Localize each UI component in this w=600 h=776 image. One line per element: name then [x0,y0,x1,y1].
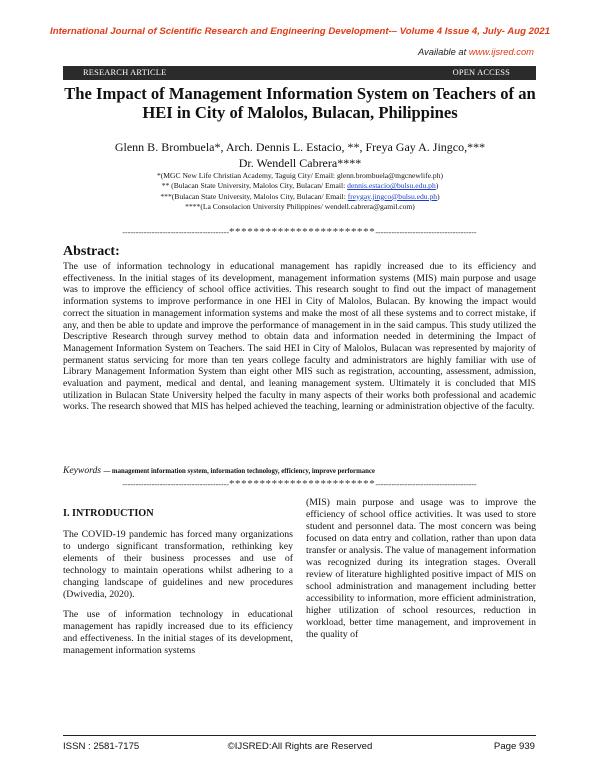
availability-line [418,46,534,57]
affiliation-3: ***(Bulacan State University, Malolos City, Bulacan/ Email: freygay.jingco@bulsu.edu.ph) [160,191,440,201]
right-column [306,497,536,649]
intro-paragraph-1: The COVID-19 pandemic has forced many organizations to undergo significant transformation, rethinking key elements of their business processes and use of technology to maintain operations whilst adhering to a changing landscape of guidelines and new procedures (Dwivedia, 2020). [63,529,293,600]
affiliation-2: ** (Bulacan State University, Malolos City, Bulacan/ Email: dennis.estacio@bulsu.edu.ph) [161,181,439,191]
author-list [40,139,560,171]
authors-line-2: Dr. Wendell Cabrera**** [238,156,362,170]
authors-line-1: Glenn B. Brombuela*, Arch. Dennis L. Estacio, **, Freya Gay A. Jingco,*** [114,140,486,154]
affiliations [40,171,560,212]
keywords-line [63,465,536,476]
separator-bottom: ----------------------------------------************************-------------------------------------- [122,478,477,490]
open-access-label: OPEN ACCESS [452,68,510,77]
footer-divider [63,735,536,736]
research-article-label: RESEARCH ARTICLE [83,68,167,77]
email-link-jingco[interactable]: freygay.jingco@bulsu.edu.ph [347,191,438,201]
intro-paragraph-2: The use of information technology in educational management has rapidly increased due to its efficiency and effectiveness. In the initial stages of its development, management information systems [63,609,293,656]
affiliation-1: *(MGC New Life Christian Academy, Taguig City/ Email: glenn.brombuela@mgcnewlife.ph) [156,171,444,180]
journal-url-link[interactable]: www.ijsred.com [468,46,534,57]
keywords-text: — management information system, information technology, efficiency, improve performance [103,468,375,475]
article-type-banner [63,66,536,80]
title-line-2: HEI in City of Malolos, Bulacan, Philippines [142,103,458,122]
available-prefix: Available at [417,46,467,57]
affiliation-4: ****(La Consolacion University Philippines/ wendell.cabrera@gamil.com) [185,201,415,211]
journal-header: International Journal of Scientific Research and Engineering Development-– Volume 4 Issue 4, July- Aug 2021 [50,26,550,37]
abstract-text: The use of information technology in educational management has rapidly increased due to its efficiency and effectiveness. In the initial stages of its development, management information systems (MIS) main purpose and usage was to improve the efficiency of school office activities. This research sought to find out the impact of management information systems to improve performance in one HEI in City of Malolos, Bulacan. By knowing the impact would correct the situation in management information systems and make the most of all these systems and to correct mistake, if any, and then be able to update and improve the performance of management in in the said campus. This study utilized the Descriptive Research through survey method to obtain data and information needed in determining the Impact of Management Information System on Teachers. The said HEI in City of Malolos, Bulacan was represented by majority of permanent status servicing for more than ten years college faculty and administrators are highly familiar with use of Library Management Information System than eight other MIS such as registration, accounting, assessment, admission, evaluation and payment, medical and dental, and leaning management system. Ultimately it is concluded that MIS utilization in Bulacan State University helped the faculty in many aspects of their works both professional and academic works. The research showed that MIS has helped achieved the teaching, learning or administration objective of the faculty. [63,261,536,413]
intro-paragraph-3: (MIS) main purpose and usage was to improve the efficiency of school office activities. It was used to store student and personnel data. The most concern was being focused on data entry and collation, rather than upon data transfer or analysis. The value of management information was recognized during its integration stages. Overall review of literature highlighted positive impact of MIS on school administration and management including better accessibility to information, more efficient administration, higher utilization of school resources, reduction in workload, better time management, and improvement in the quality of [306,497,536,640]
keywords-label: Keywords [63,465,102,476]
footer-rights: ©IJSRED:All Rights are Reserved [227,741,373,752]
left-column [63,497,293,665]
footer-issn: ISSN : 2581-7175 [63,741,140,752]
section-heading-introduction: I. INTRODUCTION [63,508,154,519]
abstract-heading: Abstract: [63,244,120,259]
paper-title [40,84,560,122]
title-line-1: The Impact of Management Information System on Teachers of an [64,84,536,103]
separator-top: ----------------------------------------************************-------------------------------------- [122,226,477,238]
email-link-estacio[interactable]: dennis.estacio@bulsu.edu.ph [347,181,436,191]
footer-page-number: Page 939 [493,741,535,752]
